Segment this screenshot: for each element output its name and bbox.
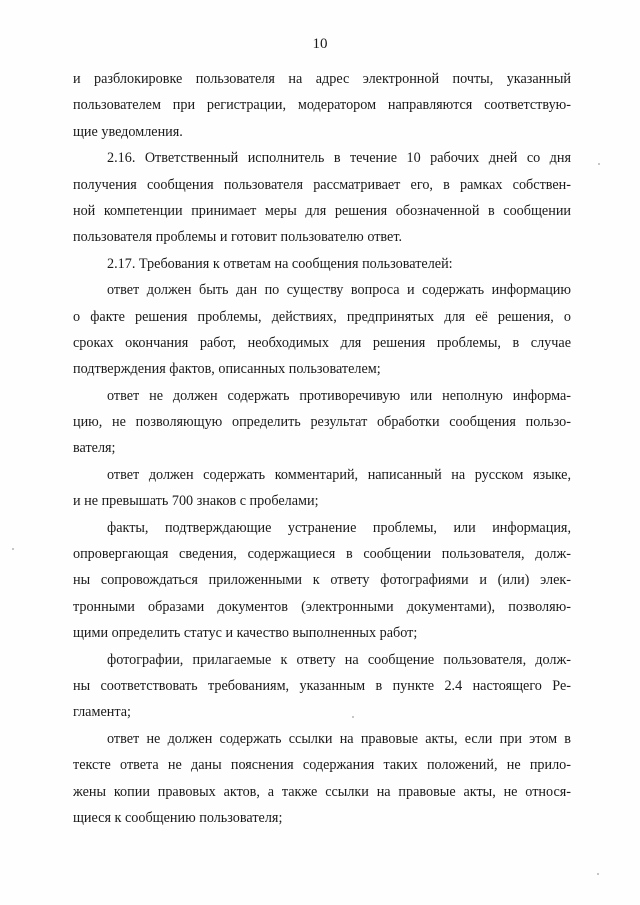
text-line: и разблокировке пользователя на адрес электронной почты, указанный xyxy=(73,71,571,87)
document-body xyxy=(73,66,571,831)
scan-speck xyxy=(12,548,14,550)
text-line: 2.16. Ответственный исполнитель в течение 10 рабочих дней со дня xyxy=(107,150,571,167)
text-line: и не превышать 700 знаков с пробелами; xyxy=(73,493,319,510)
text-line: цию, не позволяющую определить результат обработки сообщения пользо- xyxy=(73,414,571,431)
text-line: подтверждения фактов, описанных пользователем; xyxy=(73,361,381,378)
text-line: фотографии, прилагаемые к ответу на сообщение пользователя, долж- xyxy=(107,651,571,668)
paragraph xyxy=(73,647,571,726)
page-number: 10 xyxy=(312,36,328,52)
text-line: гламента; xyxy=(73,704,131,721)
text-line: жены копии правовых актов, а также ссылки на правовые акты, не относя- xyxy=(73,783,571,800)
paragraph xyxy=(73,66,571,145)
scan-speck xyxy=(598,163,600,165)
paragraph xyxy=(73,383,571,462)
paragraph xyxy=(73,726,571,832)
text-line: о факте решения проблемы, действиях, предпринятых для её решения, о xyxy=(73,308,571,325)
text-line: щие уведомления. xyxy=(73,123,183,140)
text-line: пользователем при регистрации, модератором направляются соответствую- xyxy=(73,97,571,114)
text-line: ной компетенции принимает меры для решения обозначенной в сообщении xyxy=(73,202,571,219)
paragraph xyxy=(73,251,571,277)
scan-speck xyxy=(352,716,354,718)
paragraph xyxy=(73,515,571,647)
text-line: щиеся к сообщению пользователя; xyxy=(73,809,283,826)
text-line: 2.17. Требования к ответам на сообщения пользователей: xyxy=(107,255,453,272)
text-line: получения сообщения пользователя рассматривает его, в рамках собствен- xyxy=(73,176,571,193)
text-line: вателя; xyxy=(73,440,116,457)
paragraph xyxy=(73,462,571,515)
text-line: опровергающая сведения, содержащиеся в сообщении пользователя, долж- xyxy=(73,546,571,563)
paragraph xyxy=(73,145,571,251)
text-line: тексте ответа не даны пояснения содержания таких положений, не прило- xyxy=(73,757,571,774)
text-line: ны сопровождаться приложенными к ответу фотографиями и (или) элек- xyxy=(73,572,571,589)
text-line: щими определить статус и качество выполненных работ; xyxy=(73,625,418,642)
paragraph xyxy=(73,277,571,383)
text-line: пользователя проблемы и готовит пользователю ответ. xyxy=(73,229,403,246)
text-line: ответ не должен содержать противоречивую или неполную информа- xyxy=(107,387,571,404)
text-line: ны соответствовать требованиям, указанным в пункте 2.4 настоящего Ре- xyxy=(73,677,571,694)
text-line: ответ должен быть дан по существу вопроса и содержать информацию xyxy=(107,282,571,299)
text-line: сроках окончания работ, необходимых для решения проблемы, в случае xyxy=(73,334,571,351)
text-line: ответ не должен содержать ссылки на правовые акты, если при этом в xyxy=(107,730,571,747)
scan-speck xyxy=(597,873,599,875)
text-line: факты, подтверждающие устранение проблемы, или информация, xyxy=(107,519,571,536)
text-line: тронными образами документов (электронными документами), позволяю- xyxy=(73,598,571,615)
text-line: ответ должен содержать комментарий, написанный на русском языке, xyxy=(107,466,571,483)
